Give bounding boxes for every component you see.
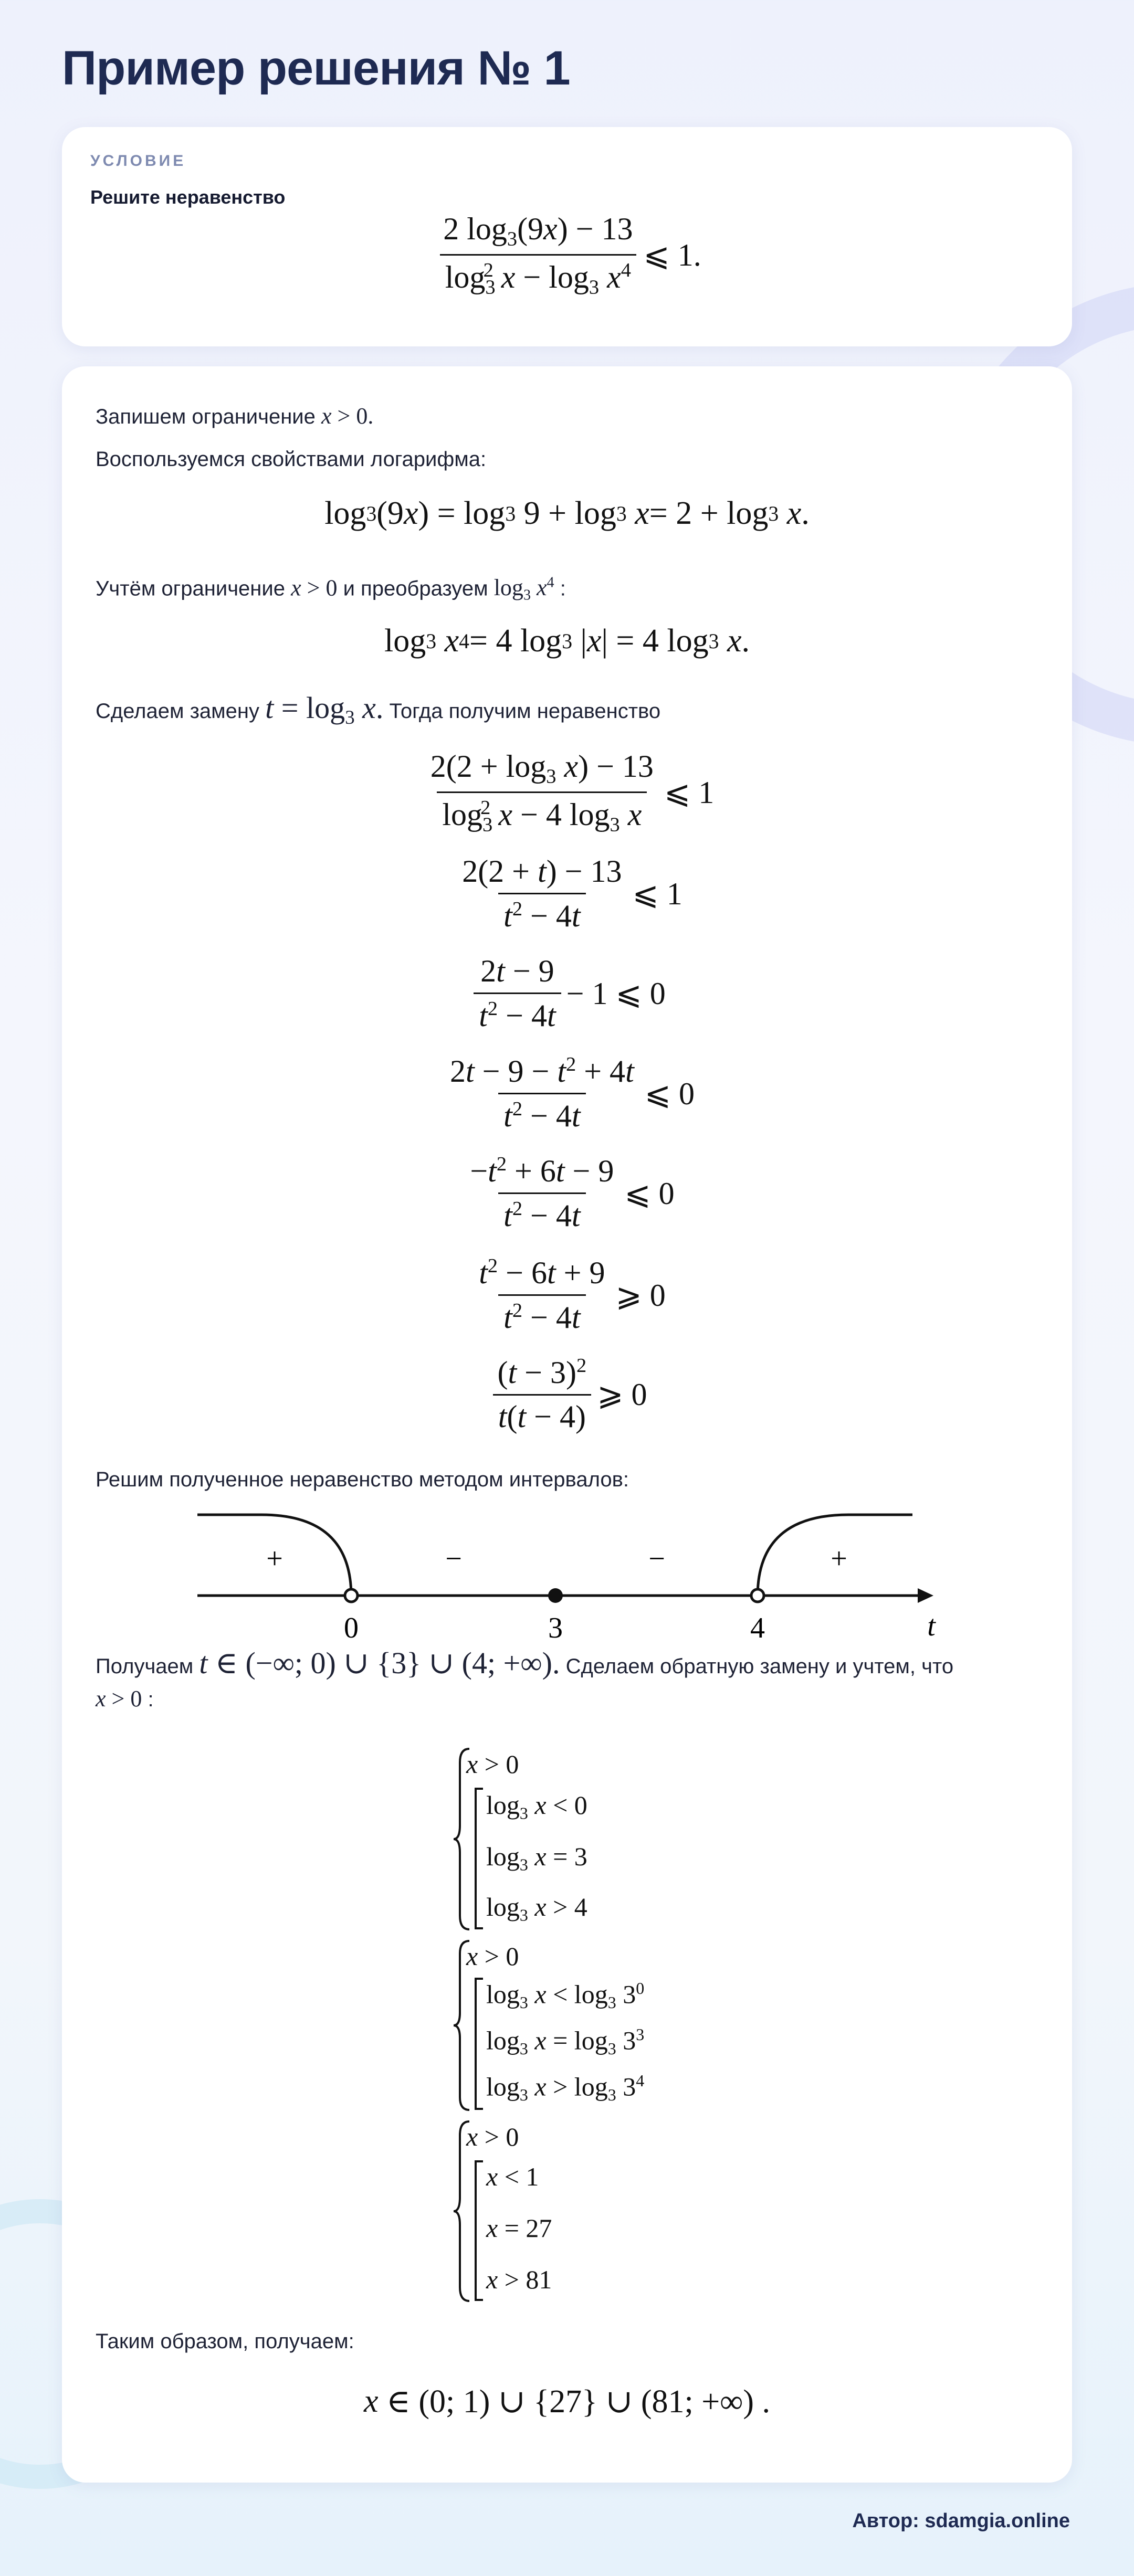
system-line: x > 0 [466,1941,519,1971]
system-line: $\log_3 x = \log_3 3^3$ [486,2025,645,2058]
solution-paragraph: Таким образом, получаем: [96,2330,354,2353]
solution-card [62,366,1072,2483]
tick-label: 3 [548,1612,563,1644]
brace-square [474,2160,484,2301]
page-title: Пример решения № 1 [62,41,570,95]
solution-paragraph: Решим полученное неравенство методом интервалов: [96,1468,629,1491]
axis-arrow [918,1588,933,1603]
author-credit: Автор: sdamgia.online [852,2510,1070,2532]
condition-card [62,127,1072,346]
solution-paragraph: Получаем t ∈ (−∞; 0) ∪ {3} ∪ (4; +∞). Сделаем обратную замену и учтем, что x > 0 : [96,1646,954,1712]
sign-label: + [831,1543,847,1575]
step-fraction-1: $\frac{2(2 + \log_3 x) - 13}{\log_3^2 x - 4 \log_3 x}$ ⩽ 1 [430,749,715,836]
point-open-4 [751,1589,764,1602]
system-2 [452,1939,766,2112]
point-open-0 [345,1589,358,1602]
system-line: $\log_3 x > \log_3 3^4$ [486,2071,645,2105]
sign-label: + [266,1543,283,1575]
system-line: x < 1 [486,2162,539,2191]
system-3 [452,2119,766,2303]
system-line: x > 0 [466,1749,519,1779]
system-line: x = 27 [486,2213,552,2243]
brace-square [474,1978,484,2110]
equation-log-9x: log 3 (9 x ) = log 3 9 + log 3 x = 2 + log 3 x . [324,495,810,531]
interval-number-line [62,1500,1072,1657]
system-line: $\log_3 x = 3$ [486,1842,587,1874]
condition-label: УСЛОВИЕ [90,152,186,170]
step-fraction-2: $\frac{2(2 + t) - 13}{t^2 - 4t}$ ⩽ 1 [462,854,682,934]
variable-label: t [927,1610,936,1642]
step-fraction-7: $\frac{(t - 3)^2}{t(t - 4)}$ ⩾ 0 [62,1354,1072,1435]
tick-label: 0 [344,1612,359,1644]
system-line: $\log_3 x < 0$ [486,1790,587,1823]
system-line: $\log_3 x > 4$ [486,1892,587,1925]
brace-square [474,1788,484,1929]
sign-label: − [445,1543,462,1575]
system-line: x > 81 [486,2265,552,2294]
solution-paragraph: Воспользуемся свойствами логарифма: [96,448,487,471]
system-line: $\log_3 x < \log_3 3^0$ [486,1979,645,2012]
step-fraction-6: $\frac{t^2 - 6t + 9}{t^2 - 4t}$ ⩾ 0 [479,1255,666,1335]
condition-task: Решите неравенство [90,186,286,208]
step-fraction-5: $\frac{-t^2 + 6t - 9}{t^2 - 4t}$ ⩽ 0 [470,1153,675,1233]
system-line: x > 0 [466,2122,519,2151]
equation-log-x4: log 3 x 4 = 4 log 3 | x | = 4 log 3 x . [384,623,750,659]
point-filled-3 [548,1588,563,1603]
tick-label: 4 [750,1612,765,1644]
system-1 [452,1747,766,1931]
final-answer: x ∈ (0; 1) ∪ {27} ∪ (81; +∞) . [363,2383,771,2420]
condition-formula: $\frac{2 \log_3(9x) - 13}{\log_3^2 x - \log_3 x^4}$ ⩽ 1. [62,211,1072,299]
sign-label: − [648,1543,665,1575]
solution-paragraph: Учтём ограничение x > 0 и преобразуем $\log_3 x^4$ : [96,575,566,604]
solution-paragraph: Запишем ограничение x > 0. [96,403,374,429]
step-fraction-4: $\frac{2t - 9 - t^2 + 4t}{t^2 - 4t}$ ⩽ 0 [449,1053,695,1134]
step-fraction-3: $\frac{2t - 9}{t^2 - 4t}$ − 1 ⩽ 0 [62,953,1072,1034]
solution-paragraph: Сделаем замену $t = \log_3 x$. Тогда получим неравенство [96,691,661,729]
